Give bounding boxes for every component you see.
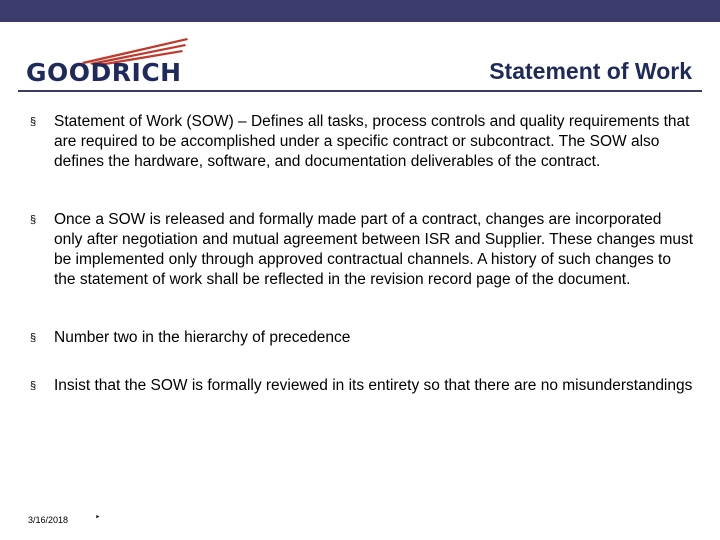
bullet-item: [30, 376, 694, 396]
title-divider: [18, 90, 702, 92]
bullet-list: [30, 112, 694, 396]
bullet-item: [30, 210, 694, 290]
bullet-marker-icon: §: [30, 380, 37, 392]
bullet-text: Statement of Work (SOW) – Defines all tasks, process controls and quality requirements that are required to be accomplished under a specific contract or subcontract. The SOW also defines the hardware, software, and documentation deliverables of the contract.: [54, 113, 690, 170]
goodrich-logo: [22, 36, 192, 88]
slide-title: Statement of Work: [489, 58, 692, 84]
bullet-item: [30, 328, 694, 348]
bullet-item: [30, 112, 694, 172]
bullet-marker-icon: §: [30, 116, 37, 128]
logo-wordmark: GOODRICH: [26, 58, 182, 87]
bullet-text: Once a SOW is released and formally made part of a contract, changes are incorporated only after negotiation and mutual agreement between ISR and Supplier. These changes must be implemented only through approved contractual channels. A history of such changes to the statement of work shall be reflected in the revision record page of the document.: [54, 211, 694, 288]
bullet-marker-icon: §: [30, 332, 37, 344]
bullet-marker-icon: §: [30, 214, 37, 226]
bullet-text: Number two in the hierarchy of precedence: [54, 329, 351, 346]
top-banner: [0, 0, 720, 22]
bullet-text: Insist that the SOW is formally reviewed in its entirety so that there are no misunderstandings: [54, 377, 693, 394]
footer-date: 3/16/2018: [28, 515, 69, 525]
footer-mark-icon: ‣: [95, 512, 101, 522]
